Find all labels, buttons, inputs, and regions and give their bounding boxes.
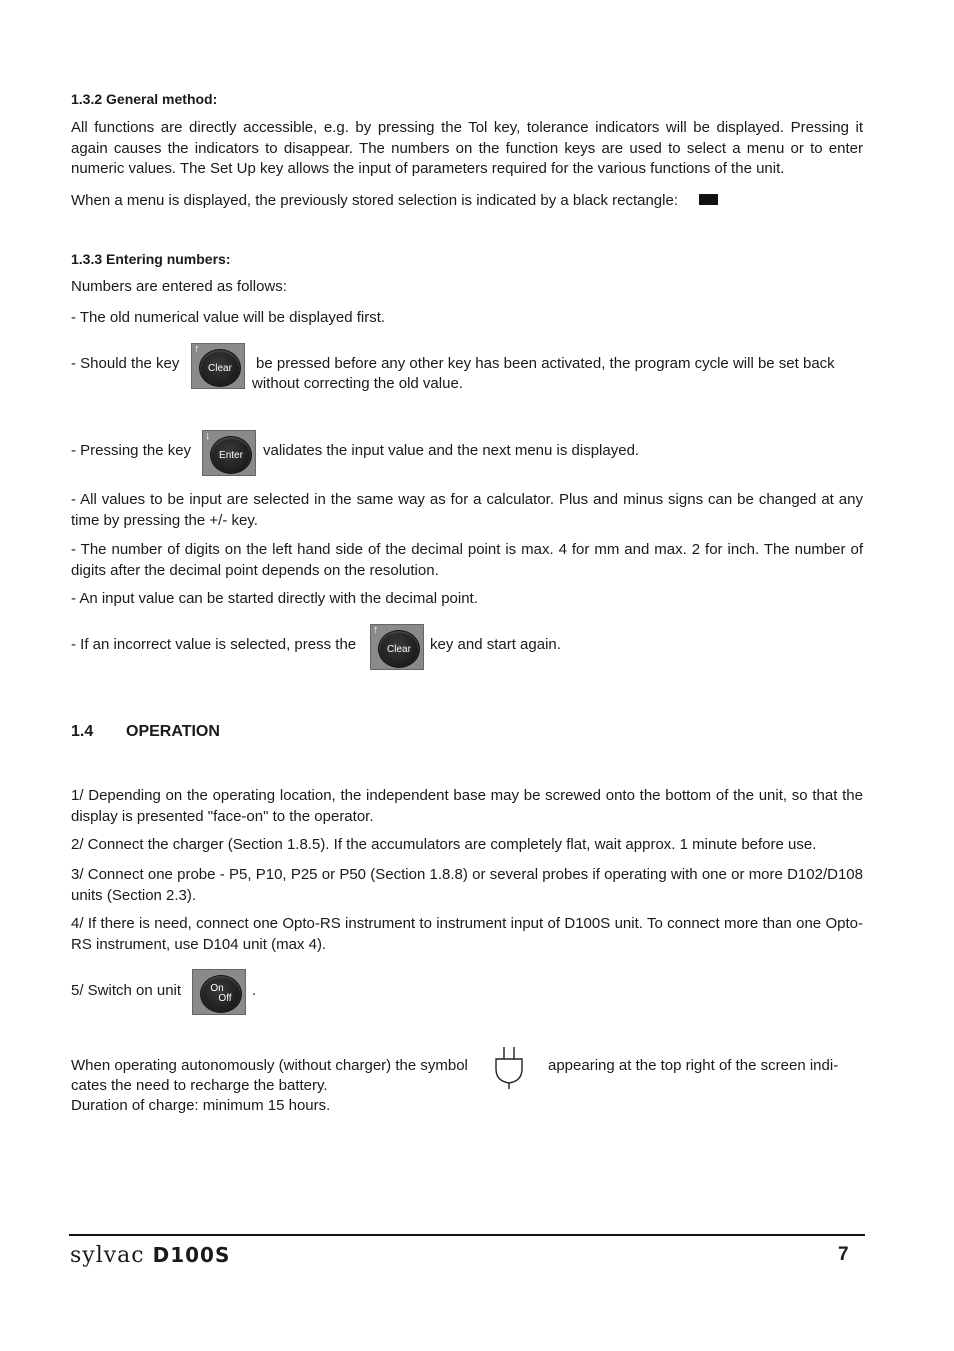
paragraph-menu-selection: When a menu is displayed, the previously stored selection is indicated by a black rectangle: xyxy=(71,192,678,209)
paragraph-digits: - The number of digits on the left hand side of the decimal point is max. 4 for mm and max. 2 for inch. The number of digits after the decimal point depends on the resolution. xyxy=(71,541,863,579)
paragraph-clear-suffix-2: without correcting the old value. xyxy=(252,375,463,392)
black-rectangle-symbol xyxy=(699,194,718,205)
paragraph-step-2: 2/ Connect the charger (Section 1.8.5). If the accumulators are completely flat, wait approx. 1 minute before use. xyxy=(71,836,817,853)
paragraph-clear-suffix-1: be pressed before any other key has been activated, the program cycle will be set back xyxy=(256,355,835,372)
paragraph-step-5-prefix: 5/ Switch on unit xyxy=(71,982,182,999)
paragraph-incorrect-suffix: key and start again. xyxy=(430,636,561,653)
section-heading-1-3-3: 1.3.3 Entering numbers: xyxy=(71,251,231,267)
paragraph-step-1: 1/ Depending on the operating location, the independent base may be screwed onto the bottom of the unit, so that the display is presented "face-on" to the operator. xyxy=(71,787,863,825)
paragraph-calculator: - All values to be input are selected in the same way as for a calculator. Plus and minus signs can be changed at any time by pressing the +/- key. xyxy=(71,491,863,529)
paragraph-enter-suffix: validates the input value and the next menu is displayed. xyxy=(263,442,640,459)
brand-name: sylvac xyxy=(70,1243,145,1268)
footer-rule xyxy=(69,1234,865,1236)
enter-key-icon xyxy=(202,430,256,476)
section-number-1-4: 1.4 xyxy=(71,723,94,740)
page-number: 7 xyxy=(838,1244,849,1265)
on-off-key-label xyxy=(200,975,242,1013)
off-label: Off xyxy=(218,993,232,1004)
clear-key-icon xyxy=(191,343,245,389)
paragraph-incorrect-prefix: - If an incorrect value is selected, press the xyxy=(71,636,357,653)
paragraph-old-value: - The old numerical value will be displayed first. xyxy=(71,309,386,326)
on-off-key-icon xyxy=(192,969,246,1015)
paragraph-clear-prefix: - Should the key xyxy=(71,355,180,372)
clear-key-icon-2 xyxy=(370,624,424,670)
paragraph-step-3: 3/ Connect one probe - P5, P10, P25 or P50 (Section 1.8.8) or several probes if operating with one or more D102/D108 units (Section 2.3). xyxy=(71,866,863,904)
section-heading-1-3-2: 1.3.2 General method: xyxy=(71,91,218,107)
paragraph-autonomous-suffix: appearing at the top right of the screen indi- xyxy=(548,1057,839,1074)
paragraph-autonomous-prefix: When operating autonomously (without charger) the symbol xyxy=(71,1057,468,1074)
clear-key-label: Clear xyxy=(378,630,420,668)
arrow-up-icon: ↑ xyxy=(373,624,379,636)
paragraph-general-method: All functions are directly accessible, e.g. by pressing the Tol key, tolerance indicators will be displayed. Pressing it again causes the indicators to disappear. The numbers on the function keys are used to select a menu or to enter numeric values. The Set Up key allows the input of parameters required for the various functions of the unit. xyxy=(71,119,863,177)
clear-key-label: Clear xyxy=(199,349,241,387)
arrow-down-icon: ↓ xyxy=(205,430,211,442)
arrow-up-icon: ↑ xyxy=(194,343,200,355)
paragraph-enter-prefix: - Pressing the key xyxy=(71,442,192,459)
paragraph-step-4: 4/ If there is need, connect one Opto-RS instrument to instrument input of D100S unit. To connect more than one Opto-RS instrument, use D104 unit (max 4). xyxy=(71,915,863,953)
paragraph-numbers-intro: Numbers are entered as follows: xyxy=(71,278,287,295)
plug-icon xyxy=(494,1045,524,1091)
model-name: D100S xyxy=(152,1243,231,1267)
section-title-operation: OPERATION xyxy=(126,723,220,740)
paragraph-step-5-suffix: . xyxy=(252,982,257,999)
brand-logo xyxy=(70,1243,230,1268)
paragraph-autonomous-line2: cates the need to recharge the battery. xyxy=(71,1077,328,1094)
on-label: On xyxy=(210,983,224,994)
paragraph-duration: Duration of charge: minimum 15 hours. xyxy=(71,1097,331,1114)
paragraph-decimal: - An input value can be started directly with the decimal point. xyxy=(71,590,478,607)
enter-key-label: Enter xyxy=(210,436,252,474)
